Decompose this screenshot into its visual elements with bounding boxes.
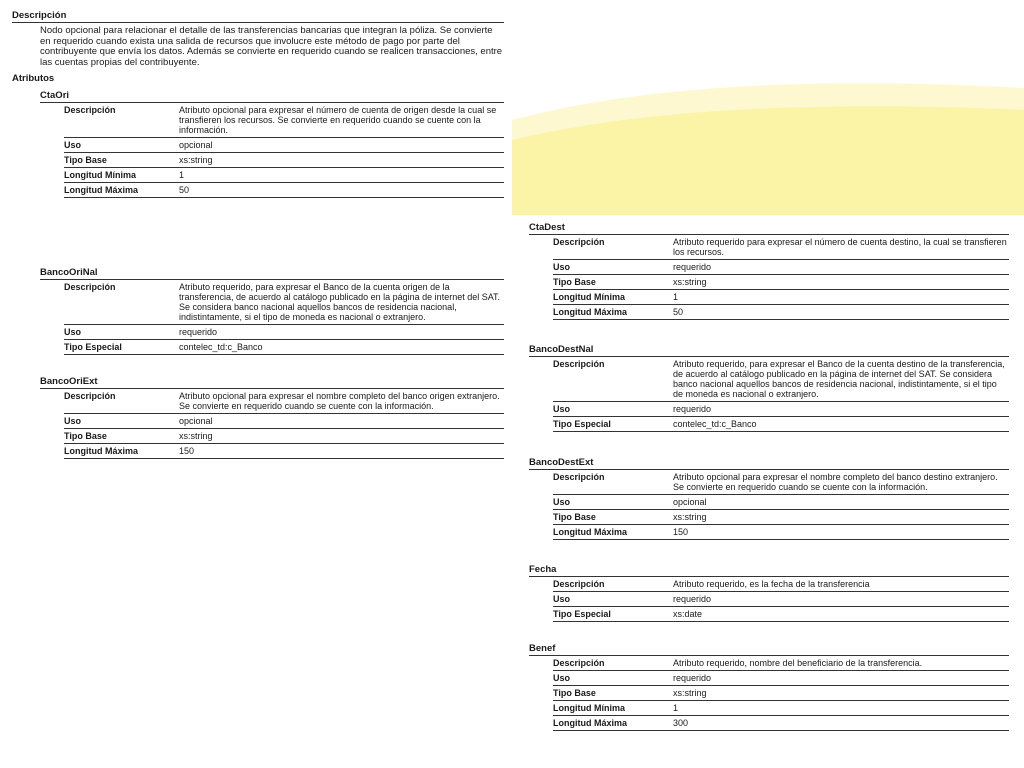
- attribute-block-bancodestext: [529, 457, 1009, 540]
- attribute-row-value: xs:string: [673, 277, 707, 287]
- attribute-table: [553, 470, 1009, 540]
- description-text: Nodo opcional para relacionar el detalle de las transferencias bancarias que integran la póliza. Se convierte en requerido cuando exista una salida de recursos que involucre este método de pago por parte del contribuyente que envía los datos. Además se convierte en requerido cuando se realicen transacciones, entre las cuentas propias del contribuyente.: [40, 25, 503, 68]
- attribute-row: [553, 260, 1009, 275]
- attribute-row: [553, 701, 1009, 716]
- attribute-row-label: Tipo Base: [553, 277, 596, 287]
- attribute-row: [553, 235, 1009, 260]
- attribute-row-value: 150: [673, 527, 689, 537]
- attribute-row-value: xs:string: [673, 688, 707, 698]
- attribute-row: [64, 138, 504, 153]
- attribute-row: [64, 429, 504, 444]
- attribute-row: [553, 671, 1009, 686]
- attribute-row-value: 50: [179, 185, 190, 195]
- attribute-row-label: Uso: [64, 327, 82, 337]
- attribute-row-value: xs:string: [673, 512, 707, 522]
- attribute-block-fecha: [529, 564, 1009, 622]
- attribute-row-label: Longitud Mínima: [553, 292, 625, 302]
- attribute-row-value: requerido: [673, 262, 712, 272]
- attribute-row-label: Uso: [553, 497, 571, 507]
- attribute-block-bancooriext: [40, 376, 504, 459]
- attribute-name: BancoDestNal: [529, 344, 1009, 357]
- attribute-row: [553, 716, 1009, 731]
- attribute-row: [64, 340, 504, 355]
- attribute-row: [553, 510, 1009, 525]
- attribute-row-value: xs:date: [673, 609, 703, 619]
- attribute-block-ctadest: [529, 222, 1009, 320]
- attribute-row-value: requerido: [179, 327, 218, 337]
- attribute-row: [553, 275, 1009, 290]
- attribute-row-value: Atributo opcional para expresar el nombre completo del banco destino extranjero. Se convierte en requerido cuando se cuente con la información.: [673, 472, 998, 492]
- attribute-row: [553, 656, 1009, 671]
- attribute-row-label: Tipo Especial: [64, 342, 122, 352]
- attribute-block-ctaori: [40, 90, 504, 198]
- attribute-row-value: xs:string: [179, 431, 213, 441]
- attribute-row: [64, 389, 504, 414]
- attribute-row-label: Descripción: [64, 282, 116, 292]
- attribute-row: [553, 417, 1009, 432]
- attribute-table: [64, 103, 504, 198]
- attribute-row-label: Uso: [553, 404, 571, 414]
- attribute-row-label: Uso: [553, 262, 571, 272]
- attribute-row-label: Uso: [553, 594, 571, 604]
- attribute-row-value: contelec_td:c_Banco: [179, 342, 263, 352]
- attribute-block-bancoorinal: [40, 267, 504, 355]
- attribute-row-value: contelec_td:c_Banco: [673, 419, 757, 429]
- attribute-row: [553, 577, 1009, 592]
- attribute-row: [553, 525, 1009, 540]
- attribute-row: [553, 495, 1009, 510]
- attribute-row-label: Longitud Máxima: [64, 185, 138, 195]
- attribute-name: BancoOriNal: [40, 267, 504, 280]
- attribute-row-label: Descripción: [553, 658, 605, 668]
- attribute-row-value: 300: [673, 718, 689, 728]
- attribute-table: [553, 235, 1009, 320]
- attribute-row-label: Tipo Especial: [553, 609, 611, 619]
- attribute-row-value: Atributo opcional para expresar el número de cuenta de origen desde la cual se transfieren los recursos. Se convierte en requerido cuando se cuente con la información.: [179, 105, 497, 135]
- attribute-row-label: Longitud Máxima: [553, 718, 627, 728]
- attribute-row-label: Tipo Base: [64, 155, 107, 165]
- attribute-row: [64, 183, 504, 198]
- attribute-table: [553, 357, 1009, 432]
- attribute-row: [64, 103, 504, 138]
- attribute-row-label: Longitud Mínima: [553, 703, 625, 713]
- attribute-row: [553, 607, 1009, 622]
- attribute-row-label: Uso: [64, 416, 82, 426]
- attribute-row-value: opcional: [673, 497, 707, 507]
- atributos-title: Atributos: [12, 73, 55, 84]
- attribute-table: [553, 656, 1009, 731]
- attribute-row-value: Atributo requerido para expresar el número de cuenta destino, la cual se transfieren los recursos.: [673, 237, 1007, 257]
- attribute-table: [553, 577, 1009, 622]
- attribute-row-label: Descripción: [553, 472, 605, 482]
- attribute-row: [553, 686, 1009, 701]
- attribute-table: [64, 389, 504, 459]
- description-title: Descripción: [12, 10, 504, 23]
- attribute-row: [553, 402, 1009, 417]
- attribute-row-label: Uso: [553, 673, 571, 683]
- attribute-row-label: Descripción: [64, 391, 116, 401]
- attribute-row: [553, 470, 1009, 495]
- attribute-row-label: Longitud Máxima: [553, 527, 627, 537]
- attribute-row: [64, 325, 504, 340]
- attribute-row-label: Longitud Mínima: [64, 170, 136, 180]
- attribute-row-label: Descripción: [64, 105, 116, 115]
- attribute-name: CtaDest: [529, 222, 1009, 235]
- attribute-row-label: Longitud Máxima: [64, 446, 138, 456]
- attribute-row-value: 1: [673, 292, 679, 302]
- attribute-row-label: Uso: [64, 140, 82, 150]
- attribute-row: [553, 305, 1009, 320]
- description-section: [12, 10, 504, 68]
- attribute-name: Fecha: [529, 564, 1009, 577]
- attribute-row: [64, 414, 504, 429]
- attribute-row-value: 1: [179, 170, 185, 180]
- attribute-row-value: Atributo requerido, es la fecha de la transferencia: [673, 579, 870, 589]
- attribute-row: [64, 444, 504, 459]
- attribute-row-value: opcional: [179, 140, 213, 150]
- attribute-row-value: requerido: [673, 673, 712, 683]
- attribute-table: [64, 280, 504, 355]
- attribute-row: [64, 280, 504, 325]
- attribute-row-label: Descripción: [553, 579, 605, 589]
- atributos-section: [12, 73, 504, 85]
- attribute-name: BancoDestExt: [529, 457, 1009, 470]
- attribute-row-value: 1: [673, 703, 679, 713]
- attribute-row-label: Tipo Base: [553, 688, 596, 698]
- attribute-row-label: Descripción: [553, 237, 605, 247]
- attribute-row-value: xs:string: [179, 155, 213, 165]
- attribute-row-value: Atributo requerido, para expresar el Banco de la cuenta destino de la transferencia, de acuerdo al catálogo publicado en la página de internet del SAT. Se considera banco nacional aquellos bancos de residencia nacional, indistintamente, si el tipo de moneda es nacional o extranjero.: [673, 359, 1005, 399]
- attribute-row-value: Atributo requerido, nombre del beneficiario de la transferencia.: [673, 658, 923, 668]
- attribute-row-value: Atributo opcional para expresar el nombre completo del banco origen extranjero. Se convierte en requerido cuando se cuente con la información.: [179, 391, 500, 411]
- attribute-row-value: requerido: [673, 594, 712, 604]
- attribute-block-benef: [529, 643, 1009, 731]
- attribute-block-bancodestnal: [529, 344, 1009, 432]
- attribute-name: BancoOriExt: [40, 376, 504, 389]
- attribute-row-label: Tipo Base: [553, 512, 596, 522]
- attribute-name: Benef: [529, 643, 1009, 656]
- attribute-row: [64, 153, 504, 168]
- attribute-name: CtaOri: [40, 90, 504, 103]
- attribute-row-label: Longitud Máxima: [553, 307, 627, 317]
- attribute-row-label: Tipo Base: [64, 431, 107, 441]
- attribute-row-value: requerido: [673, 404, 712, 414]
- attribute-row-label: Descripción: [553, 359, 605, 369]
- attribute-row-value: 50: [673, 307, 684, 317]
- attribute-row-value: Atributo requerido, para expresar el Banco de la cuenta origen de la transferencia, de acuerdo al catálogo publicado en la página de internet del SAT. Se considera banco nacional aquellos bancos de residencia nacional, indistintamente, si el tipo de moneda es nacional o extranjero.: [179, 282, 501, 322]
- attribute-row: [553, 357, 1009, 402]
- attribute-row-value: opcional: [179, 416, 213, 426]
- attribute-row-value: 150: [179, 446, 195, 456]
- attribute-row: [64, 168, 504, 183]
- attribute-row-label: Tipo Especial: [553, 419, 611, 429]
- attribute-row: [553, 290, 1009, 305]
- attribute-row: [553, 592, 1009, 607]
